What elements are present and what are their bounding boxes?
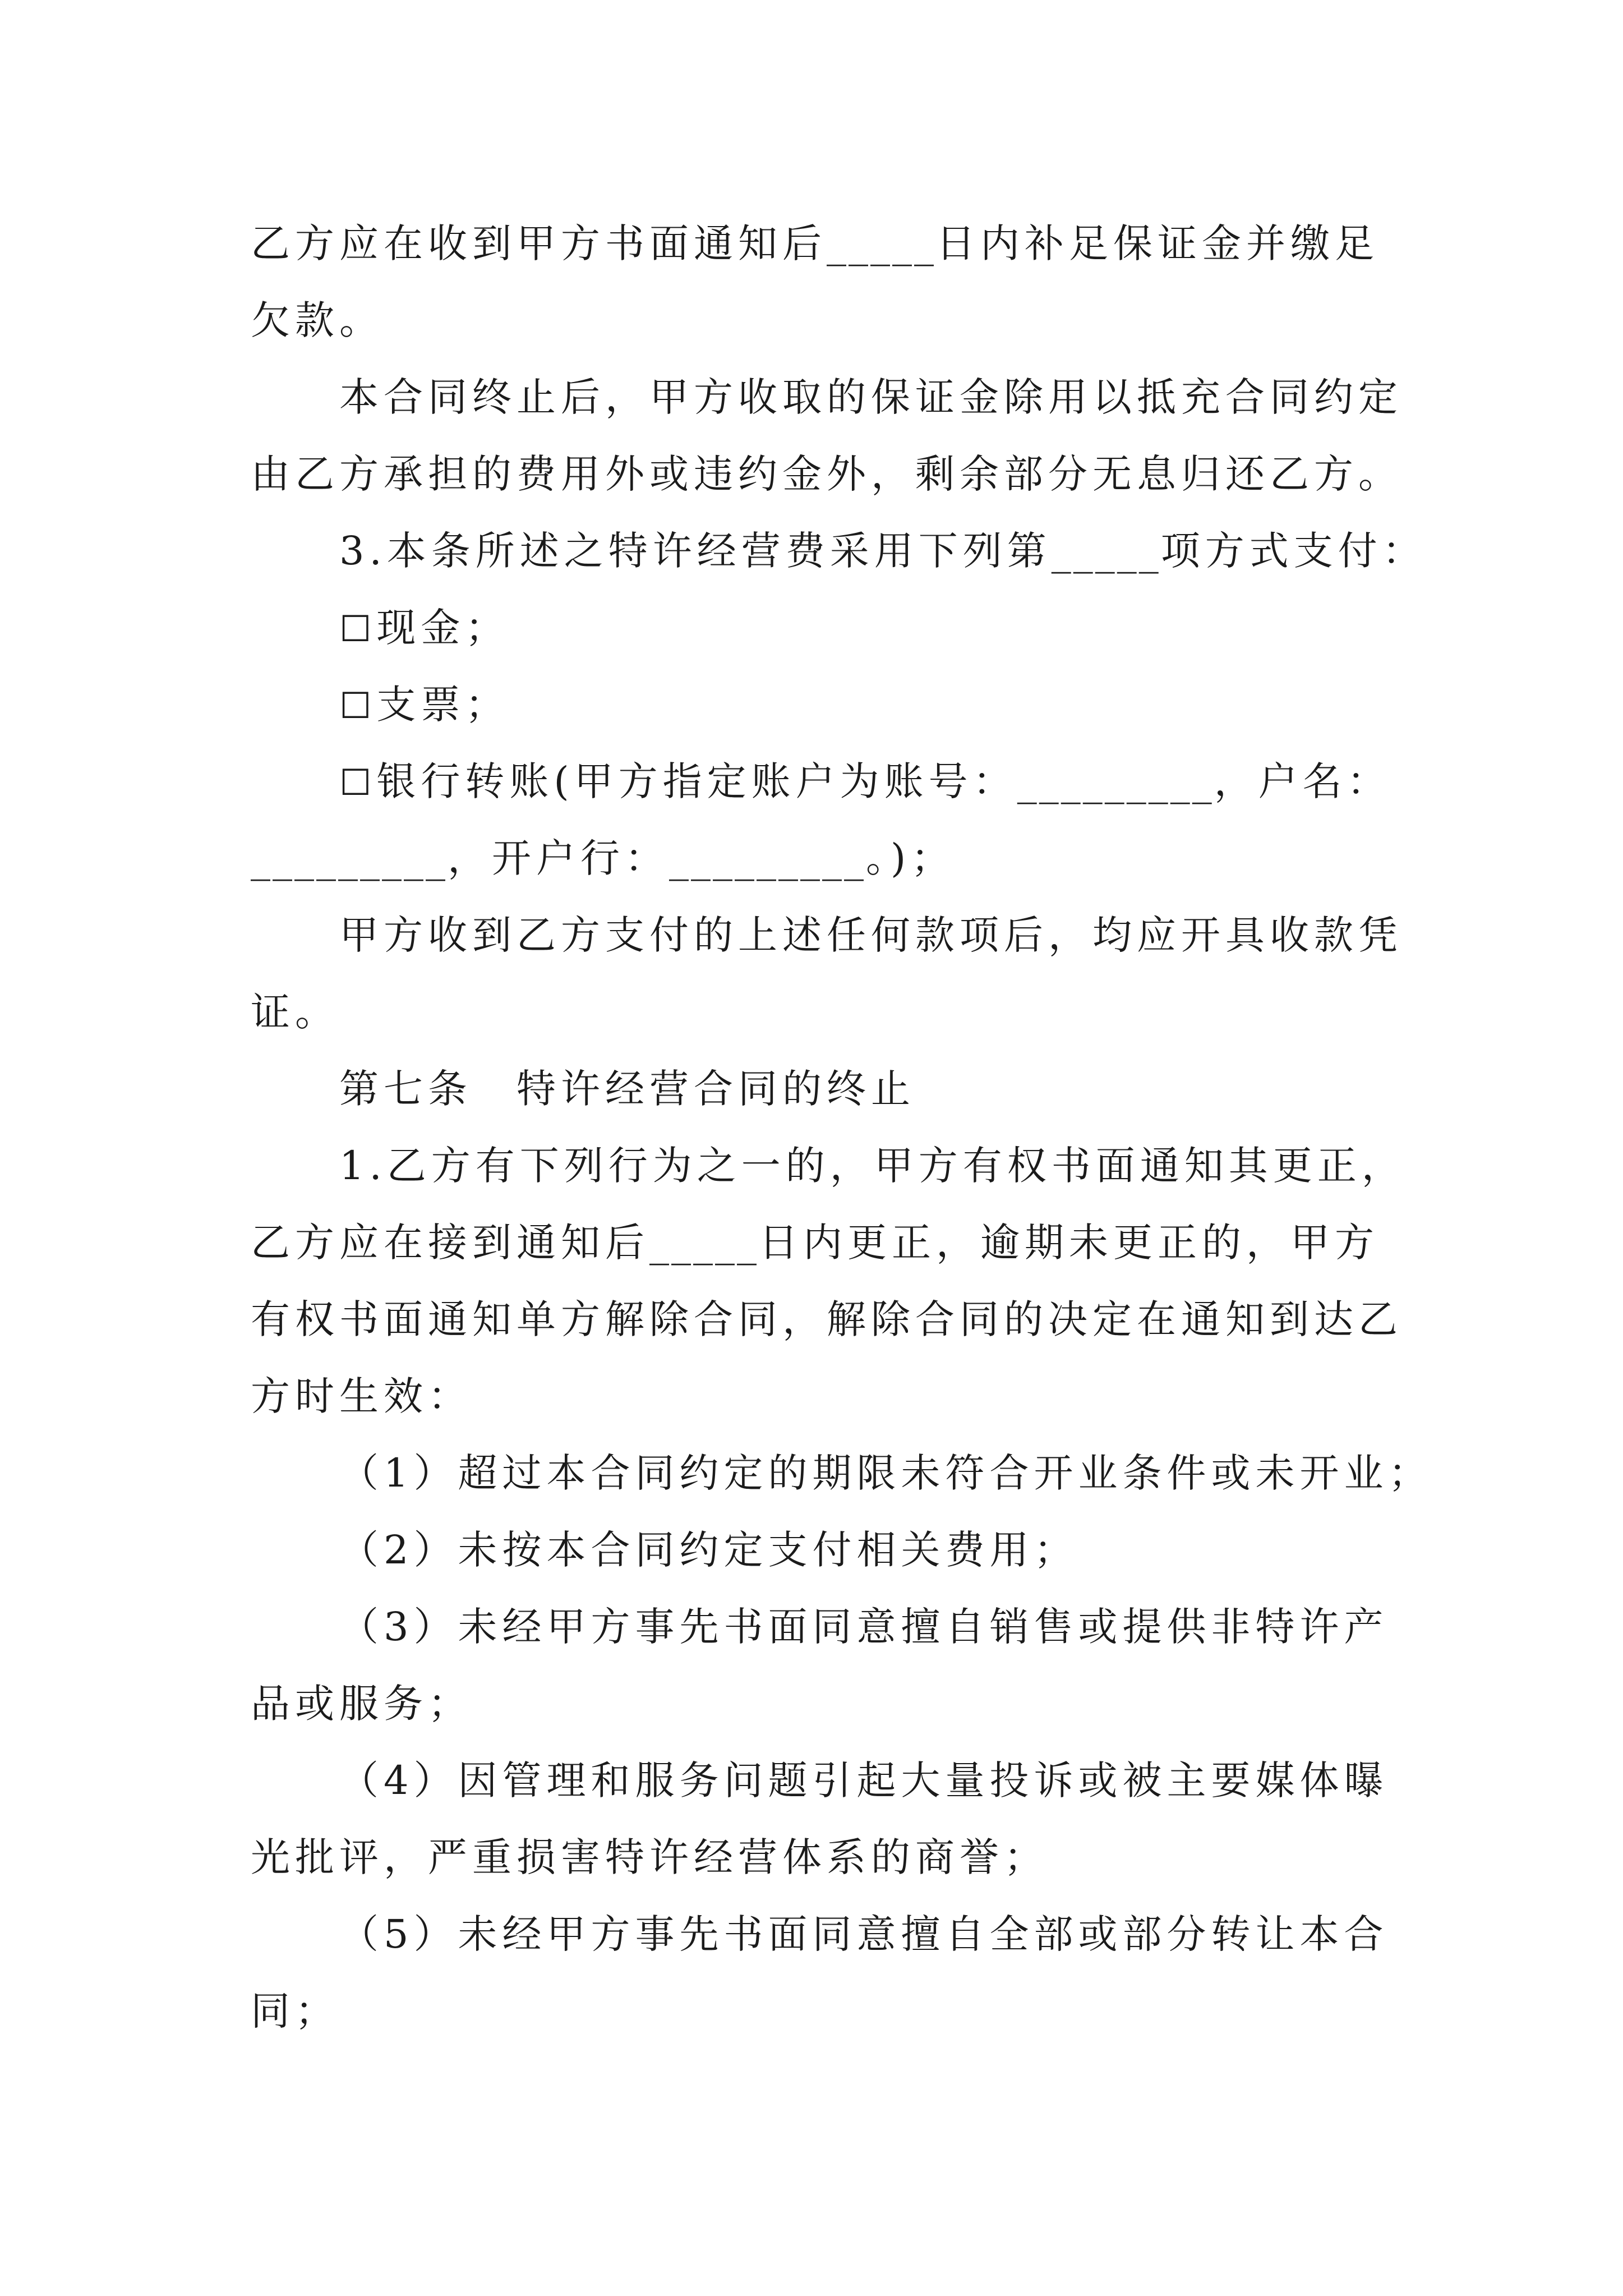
- text-line: 第七条 特许经营合同的终止: [339, 1066, 915, 1112]
- text-line: 本合同终止后，甲方收取的保证金除用以抵充合同约定: [339, 374, 1403, 420]
- paragraph: [251, 1128, 1623, 1435]
- checkbox-icon: ☐: [339, 685, 377, 727]
- text-line: 方时生效：: [251, 1373, 472, 1419]
- paragraph: [251, 205, 1623, 359]
- clause-item: [251, 1435, 1623, 1512]
- text-line: 有权书面通知单方解除合同，解除合同的决定在通知到达乙: [251, 1296, 1403, 1342]
- text-line: （5）未经甲方事先书面同意擅自全部或部分转让本合: [339, 1911, 1389, 1957]
- text-line: 同；: [251, 1988, 339, 2034]
- payment-option: [251, 743, 1623, 897]
- text-line: 3.本条所述之特许经营费采用下列第_____项方式支付：: [339, 528, 1427, 574]
- fill-in-blank: _________: [669, 835, 866, 881]
- text-line: （4）因管理和服务问题引起大量投诉或被主要媒体曝: [339, 1757, 1389, 1803]
- text-line: 1.乙方有下列行为之一的，甲方有权书面通知其更正，: [339, 1143, 1406, 1189]
- payment-option: [251, 590, 1623, 666]
- checkbox-icon: ☐: [339, 762, 377, 804]
- text-line: ☐支票；: [339, 682, 510, 728]
- checkbox-icon: ☐: [339, 609, 377, 650]
- clause-item: [251, 1512, 1623, 1589]
- text-line: （2）未按本合同约定支付相关费用；: [339, 1527, 1078, 1573]
- text-line: 由乙方承担的费用外或违约金外，剩余部分无息归还乙方。: [251, 451, 1403, 497]
- fill-in-blank: _____: [1051, 528, 1161, 574]
- section-heading: [251, 1051, 1623, 1128]
- payment-option: [251, 666, 1623, 743]
- fill-in-blank: _________: [1017, 758, 1214, 804]
- paragraph: [251, 513, 1623, 590]
- fill-in-blank: _________: [251, 835, 448, 881]
- text-line: ☐现金；: [339, 605, 510, 651]
- text-line: 乙方应在接到通知后_____日内更正，逾期未更正的，甲方: [251, 1220, 1379, 1266]
- paragraph: [251, 359, 1623, 513]
- text-line: 证。: [251, 989, 339, 1035]
- paragraph: [251, 897, 1623, 1051]
- clause-item: [251, 1742, 1623, 1896]
- text-line: 光批评，严重损害特许经营体系的商誉；: [251, 1834, 1048, 1880]
- fill-in-blank: _____: [827, 220, 936, 266]
- text-line: ☐银行转账(甲方指定账户为账号：_________，户名：: [339, 758, 1391, 804]
- text-line: 品或服务；: [251, 1681, 472, 1727]
- text-line: （3）未经甲方事先书面同意擅自销售或提供非特许产: [339, 1604, 1389, 1650]
- clause-item: [251, 1589, 1623, 1742]
- text-line: （1）超过本合同约定的期限未符合开业条件或未开业；: [339, 1450, 1433, 1496]
- text-line: 欠款。: [251, 297, 384, 343]
- text-line: 甲方收到乙方支付的上述任何款项后，均应开具收款凭: [339, 912, 1403, 958]
- clause-item: [251, 1896, 1623, 2050]
- fill-in-blank: _____: [649, 1220, 759, 1266]
- text-line: _________，开户行：_________。)；: [251, 835, 956, 881]
- text-line: 乙方应在收到甲方书面通知后_____日内补足保证金并缴足: [251, 220, 1379, 266]
